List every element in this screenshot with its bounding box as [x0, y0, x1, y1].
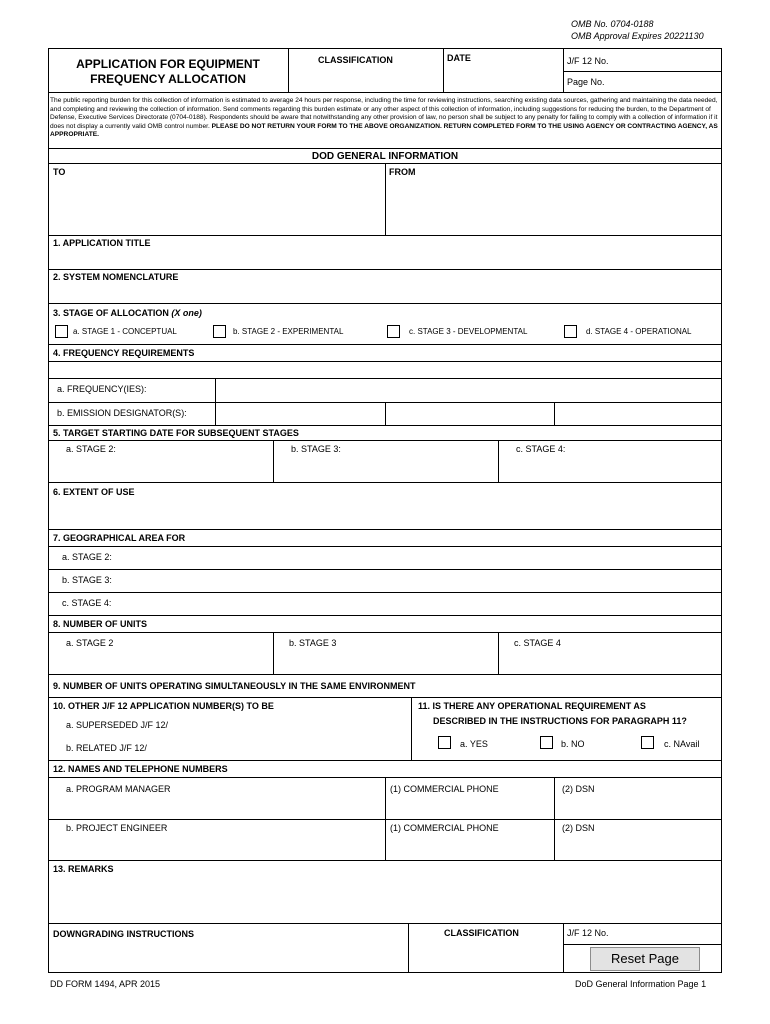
units-stage4-label: c. STAGE 4	[514, 638, 561, 648]
omb-expiration: OMB Approval Expires 20221130	[571, 31, 704, 41]
units-simultaneous-field[interactable]	[460, 677, 720, 695]
stage-of-allocation-hint: (X one)	[171, 308, 202, 318]
omb-number: OMB No. 0704-0188	[571, 19, 654, 29]
number-of-units-label: 8. NUMBER OF UNITS	[53, 619, 148, 629]
pm-commercial-phone-field[interactable]	[388, 797, 551, 817]
stage4-option-label: d. STAGE 4 - OPERATIONAL	[586, 327, 692, 336]
project-engineer-field[interactable]	[50, 837, 382, 858]
program-manager-label: a. PROGRAM MANAGER	[66, 784, 171, 794]
classification-label: CLASSIFICATION	[318, 55, 393, 65]
application-title-field[interactable]	[50, 250, 720, 268]
from-field[interactable]	[388, 180, 720, 232]
downgrading-instructions-label: DOWNGRADING INSTRUCTIONS	[53, 929, 194, 939]
stage1-option-label: a. STAGE 1 - CONCEPTUAL	[73, 327, 177, 336]
superseded-jf12-field[interactable]	[185, 716, 407, 734]
related-jf12-label: b. RELATED J/F 12/	[66, 743, 147, 753]
form-id: DD FORM 1494, APR 2015	[50, 979, 161, 989]
page-number-label: Page No.	[567, 77, 605, 87]
project-engineer-label: b. PROJECT ENGINEER	[66, 823, 168, 833]
operational-yes-label: a. YES	[460, 739, 488, 749]
geographical-area-label: 7. GEOGRAPHICAL AREA FOR	[53, 533, 186, 543]
emission-designator-field-1[interactable]	[217, 404, 383, 423]
page-info: DoD General Information Page 1	[575, 979, 707, 989]
downgrading-instructions-field[interactable]	[50, 943, 405, 971]
geo-stage3-field[interactable]	[125, 571, 720, 590]
footer-classification-label: CLASSIFICATION	[444, 928, 519, 938]
geo-stage2-field[interactable]	[125, 548, 720, 567]
operational-no-label: b. NO	[561, 739, 585, 749]
pe-dsn-label: (2) DSN	[562, 823, 595, 833]
stage3-checkbox[interactable]	[387, 325, 400, 338]
burden-text: The public reporting burden for this collection of information is estimated to average 24 hours per response, including the time for reviewing instructions, searching existing data sources, gathering and maintaining the data needed, and completing and reviewing the collection of information. Send comments regarding this burden estimate or any other aspect of this collection of information, including suggestions for reducing the burden, to the Department of Defense, Executive Services Directorate (0704-0188). Respondents should be aware that notwithstanding any other provision of law, no person shall be subject to any penalty for failing to comply with a collection of information if it does not display a currently valid OMB control number.	[50, 97, 718, 130]
units-stage2-field[interactable]	[50, 650, 271, 672]
superseded-jf12-label: a. SUPERSEDED J/F 12/	[66, 720, 169, 730]
units-stage4-field[interactable]	[500, 650, 720, 672]
system-nomenclature-field[interactable]	[50, 284, 720, 302]
target-date-stage2-label: a. STAGE 2:	[66, 444, 116, 454]
section-title-general: DOD GENERAL INFORMATION	[311, 151, 459, 162]
pe-dsn-field[interactable]	[557, 837, 720, 858]
to-field[interactable]	[50, 180, 382, 232]
geo-stage2-label: a. STAGE 2:	[62, 552, 112, 562]
units-stage2-label: a. STAGE 2	[66, 638, 114, 648]
pe-commercial-phone-label: (1) COMMERCIAL PHONE	[390, 823, 499, 833]
stage1-checkbox[interactable]	[55, 325, 68, 338]
geo-stage3-label: b. STAGE 3:	[62, 575, 112, 585]
program-manager-field[interactable]	[50, 797, 382, 817]
operational-requirement-label-line1: 11. IS THERE ANY OPERATIONAL REQUIREMENT AS	[418, 701, 646, 711]
classification-field[interactable]	[289, 68, 442, 90]
emission-designator-label: b. EMISSION DESIGNATOR(S):	[57, 408, 187, 418]
remarks-label: 13. REMARKS	[53, 864, 114, 874]
footer-jf12-label: J/F 12 No.	[567, 928, 609, 938]
target-date-stage2-field[interactable]	[50, 456, 271, 480]
pm-dsn-field[interactable]	[557, 797, 720, 817]
burden-statement	[50, 97, 720, 140]
footer-classification-field[interactable]	[410, 942, 561, 971]
geo-stage4-field[interactable]	[125, 594, 720, 613]
emission-designator-field-2[interactable]	[387, 404, 552, 423]
pm-commercial-phone-label: (1) COMMERCIAL PHONE	[390, 784, 499, 794]
date-field[interactable]	[444, 66, 562, 90]
stage-of-allocation-label-text: 3. STAGE OF ALLOCATION	[53, 308, 169, 318]
operational-yes-checkbox[interactable]	[438, 736, 451, 749]
units-stage3-label: b. STAGE 3	[289, 638, 337, 648]
form-title-line2: FREQUENCY ALLOCATION	[90, 72, 246, 86]
frequencies-label: a. FREQUENCY(IES):	[57, 384, 147, 394]
stage2-checkbox[interactable]	[213, 325, 226, 338]
extent-of-use-field[interactable]	[50, 500, 720, 527]
to-label: TO	[53, 167, 66, 177]
frequencies-field[interactable]	[217, 380, 720, 400]
emission-designator-field-3[interactable]	[556, 404, 720, 423]
reset-page-button[interactable]: Reset Page	[590, 947, 700, 971]
stage2-option-label: b. STAGE 2 - EXPERIMENTAL	[233, 327, 344, 336]
target-date-stage4-field[interactable]	[500, 456, 720, 480]
pe-commercial-phone-field[interactable]	[388, 837, 551, 858]
operational-navail-checkbox[interactable]	[641, 736, 654, 749]
operational-requirement-label-line2: DESCRIBED IN THE INSTRUCTIONS FOR PARAGRAPH 11?	[433, 716, 687, 726]
date-label: DATE	[447, 53, 471, 63]
units-simultaneous-label: 9. NUMBER OF UNITS OPERATING SIMULTANEOUSLY IN THE SAME ENVIRONMENT	[53, 681, 416, 691]
frequency-requirements-label: 4. FREQUENCY REQUIREMENTS	[53, 348, 195, 358]
operational-navail-label: c. NAvail	[664, 739, 700, 749]
application-title-label: 1. APPLICATION TITLE	[53, 238, 151, 248]
jf12-number-label: J/F 12 No.	[567, 56, 609, 66]
stage4-checkbox[interactable]	[564, 325, 577, 338]
pm-dsn-label: (2) DSN	[562, 784, 595, 794]
target-date-stage3-label: b. STAGE 3:	[291, 444, 341, 454]
units-stage3-field[interactable]	[275, 650, 496, 672]
extent-of-use-label: 6. EXTENT OF USE	[53, 487, 135, 497]
names-phones-label: 12. NAMES AND TELEPHONE NUMBERS	[53, 764, 228, 774]
operational-no-checkbox[interactable]	[540, 736, 553, 749]
stage3-option-label: c. STAGE 3 - DEVELOPMENTAL	[409, 327, 528, 336]
other-jf12-label: 10. OTHER J/F 12 APPLICATION NUMBER(S) TO BE	[53, 701, 274, 711]
target-date-stage3-field[interactable]	[275, 456, 496, 480]
frequency-requirements-field[interactable]	[50, 362, 720, 377]
target-starting-date-label: 5. TARGET STARTING DATE FOR SUBSEQUENT STAGES	[53, 428, 299, 438]
target-date-stage4-label: c. STAGE 4:	[516, 444, 566, 454]
stage-of-allocation-label	[53, 308, 202, 318]
geo-stage4-label: c. STAGE 4:	[62, 598, 112, 608]
burden-bold-text: PLEASE DO NOT RETURN YOUR FORM TO THE ABOVE ORGANIZATION. RETURN COMPLETED FORM TO THE USING AGENCY OR CONTRACTING AGENCY, AS APPROPRIATE.	[50, 122, 718, 139]
related-jf12-field[interactable]	[160, 739, 407, 757]
from-label: FROM	[389, 167, 416, 177]
system-nomenclature-label: 2. SYSTEM NOMENCLATURE	[53, 272, 179, 282]
remarks-field[interactable]	[50, 877, 720, 921]
form-title-line1: APPLICATION FOR EQUIPMENT	[76, 57, 260, 71]
